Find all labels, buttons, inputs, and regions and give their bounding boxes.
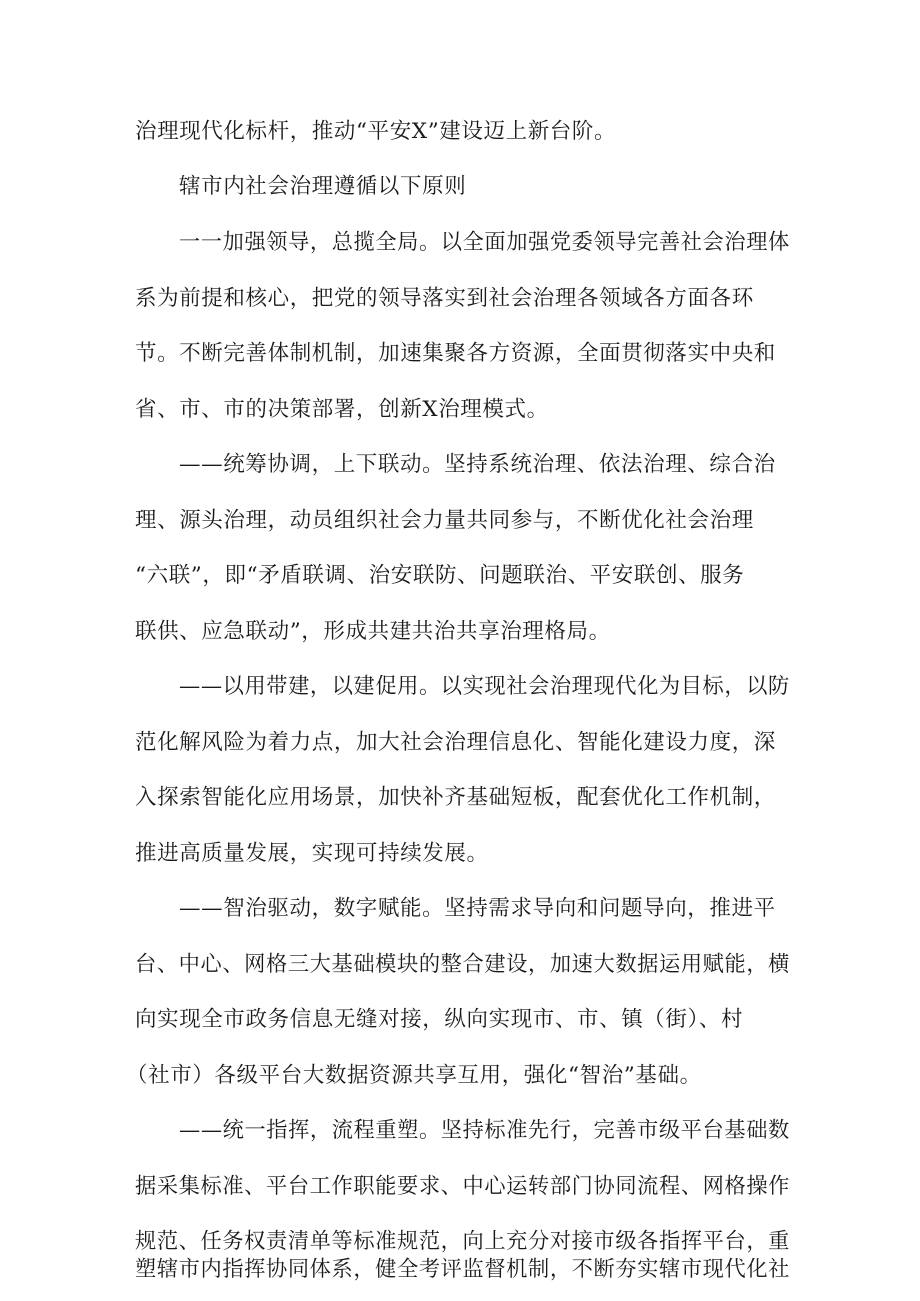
- text-line: 向实现全市政务信息无缝对接，纵向实现市、市、镇（街）、村: [135, 1007, 744, 1032]
- text-line: ——智治驱动，数字赋能。坚持需求导向和问题导向，推进平: [179, 896, 776, 921]
- text-line: 台、中心、网格三大基础模块的整合建设，加速大数据运用赋能，横: [135, 952, 790, 977]
- text-line: （社市）各级平台大数据资源共享互用，强化“智治”基础。: [126, 1063, 702, 1088]
- text-line: ——以用带建，以建促用。以实现社会治理现代化为目标，以防: [179, 674, 790, 699]
- text-line: ——统筹协调，上下联动。坚持系统治理、依法治理、综合治: [179, 452, 776, 477]
- text-line: ——统一指挥，流程重塑。坚持标准先行，完善市级平台基础数: [179, 1118, 790, 1143]
- text-line: 塑辖市内指挥协同体系，健全考评监督机制，不断夯实辖市现代化社: [135, 1257, 790, 1282]
- text-line: “六联”，即“矛盾联调、治安联防、问题联治、平安联创、服务: [135, 563, 745, 588]
- text-line: 节。不断完善体制机制，加速集聚各方资源，全面贯彻落实中央和: [135, 341, 776, 366]
- text-line: 辖市内社会治理遵循以下原则: [179, 174, 467, 199]
- text-line: 联供、应急联动”，形成共建共治共享治理格局。: [135, 619, 611, 644]
- text-line: 范化解风险为着力点，加大社会治理信息化、智能化建设力度，深: [135, 730, 776, 755]
- text-line: 规范、任务权责清单等标准规范，向上充分对接市级各指挥平台，重: [135, 1229, 790, 1254]
- text-line: 推进高质量发展，实现可持续发展。: [135, 841, 489, 866]
- text-line: 一一加强领导，总揽全局。以全面加强党委领导完善社会治理体: [179, 230, 790, 255]
- text-line: 据采集标准、平台工作职能要求、中心运转部门协同流程、网格操作: [135, 1174, 790, 1199]
- text-line: 系为前提和核心，把党的领导落实到社会治理各领域各方面各环: [135, 286, 754, 311]
- text-line: 省、市、市的决策部署，创新X治理模式。: [135, 397, 549, 422]
- text-line: 入探索智能化应用场景，加快补齐基础短板，配套优化工作机制，: [135, 785, 776, 810]
- text-line: 理、源头治理，动员组织社会力量共同参与，不断优化社会治理: [135, 508, 754, 533]
- text-line: 治理现代化标杆，推动“平安X”建设迈上新台阶。: [135, 119, 617, 144]
